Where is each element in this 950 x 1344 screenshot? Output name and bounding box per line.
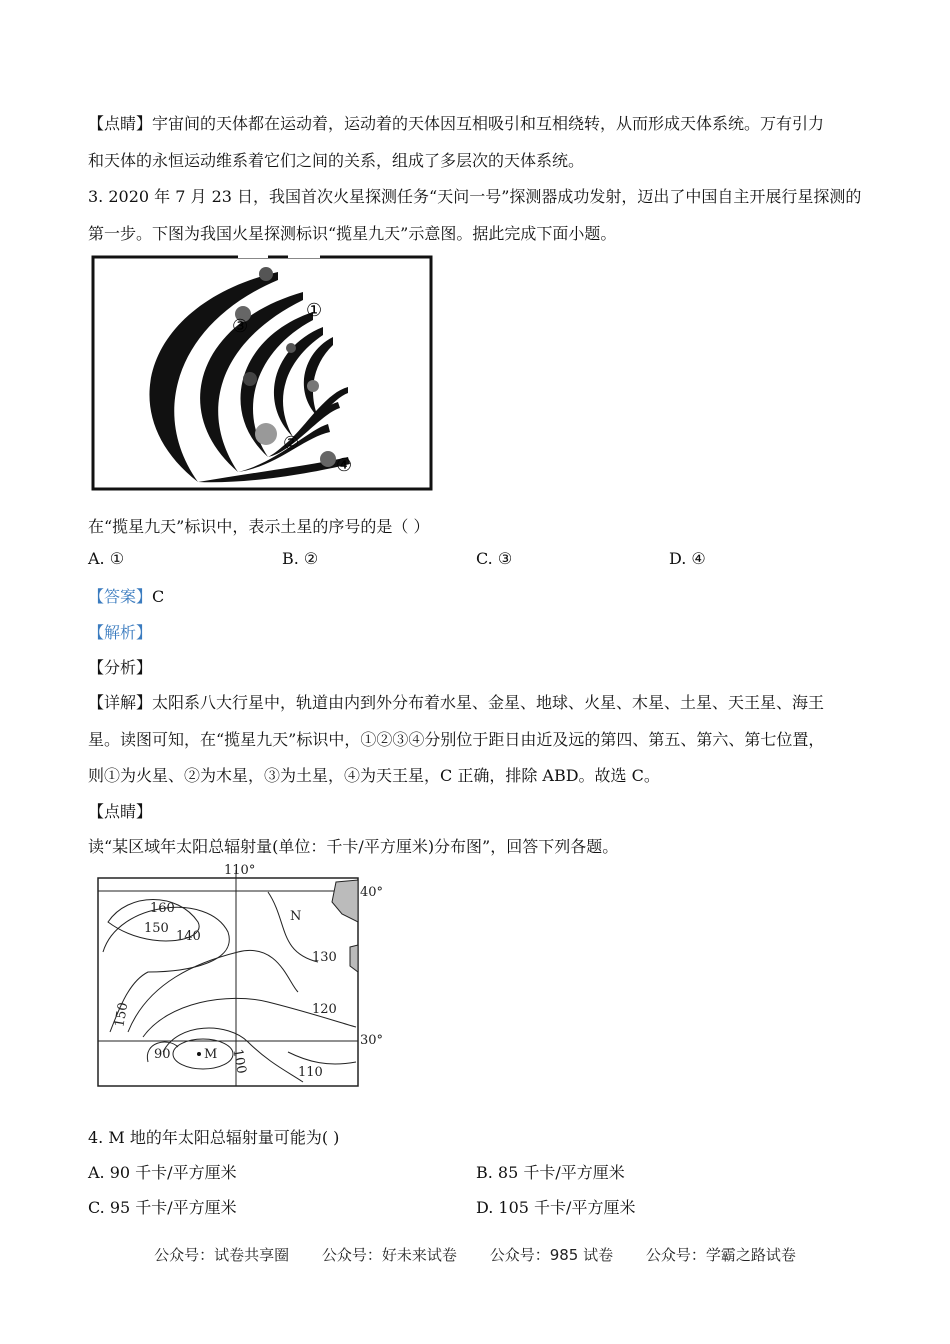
fig-label-3: ③ — [232, 316, 249, 337]
q3-option-c[interactable]: C. ③ — [476, 549, 513, 568]
q4-option-b[interactable]: B. 85 千卡/平方厘米 — [476, 1163, 625, 1182]
fig-label-4: ④ — [336, 455, 353, 476]
contour-120: 120 — [312, 1002, 337, 1017]
contour-140: 140 — [176, 929, 201, 944]
detail-tag: 【详解】 — [88, 693, 153, 712]
fig-label-1: ① — [306, 300, 323, 321]
contour-130: 130 — [312, 950, 337, 965]
answer-tag: 【答案】 — [88, 587, 153, 606]
map-lon-110: 110° — [224, 863, 256, 878]
contour-150-left: 150 — [112, 1001, 132, 1029]
q4-stem: 4. M 地的年太阳总辐射量可能为( ) — [88, 1128, 340, 1147]
q4-option-a[interactable]: A. 90 千卡/平方厘米 — [88, 1163, 237, 1182]
detail-text1: 太阳系八大行星中，轨道由内到外分布着水星、金星、地球、火星、木星、土星、天王星、海王 — [152, 693, 825, 712]
dianjing-paragraph-line1 — [88, 111, 824, 134]
detail-line3: 则①为火星、②为木星，③为土星，④为天王星，C 正确，排除 ABD。故选 C。 — [88, 766, 660, 785]
dianjing-text: 宇宙间的天体都在运动着，运动着的天体因互相吸引和互相绕转，从而形成天体系统。万有引力 — [152, 114, 825, 133]
page-footer — [0, 1244, 950, 1265]
detail-line1 — [88, 690, 824, 713]
map-lat-30: 30° — [360, 1033, 384, 1048]
dianjing-tag-2: 【点睛】 — [88, 802, 153, 821]
contour-160: 160 — [150, 901, 175, 916]
q3-stem: 在“揽星九天”标识中，表示土星的序号的是（ ） — [88, 517, 430, 536]
answer-value: C — [152, 587, 165, 606]
map-lat-40: 40° — [360, 885, 384, 900]
q4-option-c[interactable]: C. 95 千卡/平方厘米 — [88, 1198, 237, 1217]
q3-line2: 第一步。下图为我国火星探测标识“揽星九天”示意图。据此完成下面小题。 — [88, 224, 617, 243]
contour-90: 90 — [154, 1047, 171, 1062]
footer-item-2: 公众号：好未来试卷 — [321, 1246, 457, 1264]
analysis-tag: 【解析】 — [88, 623, 153, 642]
fenxi-tag: 【分析】 — [88, 658, 153, 677]
dianjing-tag: 【点睛】 — [88, 114, 153, 133]
solar-radiation-map — [88, 862, 388, 1094]
contour-150-top: 150 — [144, 921, 169, 936]
dianjing-paragraph-line2: 和天体的永恒运动维系着它们之间的关系，组成了多层次的天体系统。 — [88, 151, 585, 170]
footer-item-1: 公众号：试卷共享圈 — [154, 1246, 290, 1264]
fig-label-2: ② — [283, 433, 300, 454]
map-point-n: N — [290, 909, 302, 924]
q3-option-b[interactable]: B. ② — [282, 549, 319, 568]
q3-option-d[interactable]: D. ④ — [669, 549, 706, 568]
q3-line1: 3. 2020 年 7 月 23 日，我国首次火星探测任务“天问一号”探测器成功发射，迈出了中国自主开展行星探测的 — [88, 187, 862, 206]
q4-option-d[interactable]: D. 105 千卡/平方厘米 — [476, 1198, 636, 1217]
detail-line2: 星。读图可知，在“揽星九天”标识中，①②③④分别位于距日由近及远的第四、第五、第六、第七位置， — [88, 730, 825, 749]
contour-110: 110 — [298, 1065, 323, 1080]
read-instruction: 读“某区域年太阳总辐射量(单位：千卡/平方厘米)分布图”，回答下列各题。 — [88, 837, 619, 856]
lanxing-jiutian-logo-figure — [88, 252, 436, 494]
answer-line — [88, 584, 164, 607]
footer-item-4: 公众号：学霸之路试卷 — [645, 1246, 796, 1264]
footer-item-3: 公众号：985 试卷 — [489, 1246, 614, 1264]
map-point-m: M — [204, 1047, 218, 1062]
q3-option-a[interactable]: A. ① — [88, 549, 125, 568]
contour-100: 100 — [229, 1047, 249, 1075]
